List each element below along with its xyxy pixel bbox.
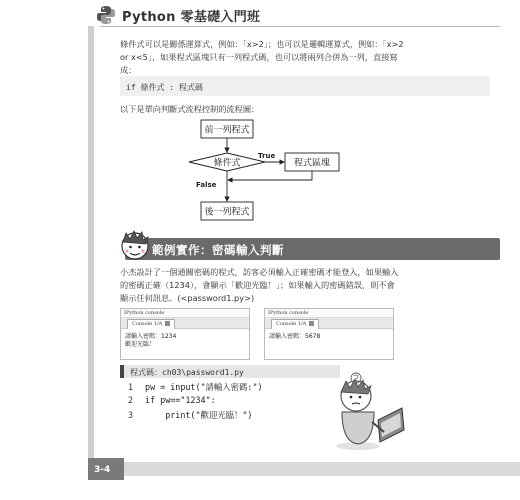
program-line bbox=[128, 395, 216, 405]
console-tab-label: Console 1/A bbox=[276, 321, 307, 327]
console-tab[interactable] bbox=[271, 319, 319, 329]
python-logo-icon bbox=[96, 5, 116, 25]
line-number: 3 bbox=[128, 410, 134, 420]
code-text: if pw=="1234": bbox=[145, 395, 216, 405]
console-tabbar bbox=[265, 318, 393, 329]
flowchart-true-label: True bbox=[258, 152, 276, 160]
console-output-line: 請輸入密碼：1234 bbox=[125, 333, 177, 340]
example-line-2: 的密碼正確（1234），會顯示「歡迎光臨！」；如果輸入的密碼錯誤，則不會 bbox=[120, 280, 395, 290]
intro-line-1: 條件式可以是關係運算式，例如：「x>2」；也可以是邏輯運算式，例如：「x>2 bbox=[120, 39, 404, 49]
program-line bbox=[128, 381, 263, 393]
confused-boy-laptop-illustration bbox=[328, 372, 408, 452]
page-side-rail bbox=[88, 26, 94, 462]
line-number: 1 bbox=[128, 382, 134, 392]
flowchart-arrow-merge bbox=[228, 171, 312, 180]
flowchart-top-label: 前一列程式 bbox=[204, 125, 250, 136]
syntax-code: if 條件式 : 程式碼 bbox=[120, 76, 490, 96]
console-output-line: 請輸入密碼：5678 bbox=[269, 333, 321, 340]
intro-line-3: 成： bbox=[120, 65, 137, 75]
header-divider bbox=[100, 26, 500, 27]
console-output bbox=[265, 329, 393, 345]
example-line-1: 小杰設計了一個通關密碼的程式，訪客必須輸入正確密碼才能登入，如果輸入 bbox=[120, 267, 399, 277]
intro-line-2: or x<5」，如果程式區塊只有一列程式碼，也可以將兩列合併為一列，直接寫 bbox=[120, 52, 398, 62]
console-output-line: 歡迎光臨！ bbox=[125, 341, 156, 348]
console-tab-label: Console 1/A bbox=[132, 321, 163, 327]
code-text: print("歡迎光臨！") bbox=[145, 410, 253, 420]
example-line-3: 顯示任何訊息。(<password1.py>) bbox=[120, 293, 255, 303]
flow-intro: 以下是單向判斷式流程控制的流程圖： bbox=[120, 104, 260, 114]
footer-strip bbox=[88, 462, 520, 476]
flowchart-false-label: False bbox=[196, 181, 217, 189]
flowchart-bottom-label: 後一列程式 bbox=[204, 207, 250, 218]
console-tab[interactable] bbox=[127, 319, 175, 329]
console-panel-correct bbox=[120, 308, 250, 360]
close-icon[interactable] bbox=[165, 321, 170, 326]
code-text: pw = input("請輸入密碼:") bbox=[145, 382, 263, 392]
header-title: Python 零基礎入門班 bbox=[122, 10, 261, 25]
flowchart-block-label: 程式區塊 bbox=[293, 158, 331, 169]
page-number: 3-4 bbox=[94, 465, 111, 475]
flowchart-decision-label: 條件式 bbox=[213, 158, 241, 169]
close-icon[interactable] bbox=[309, 321, 314, 326]
program-line bbox=[128, 409, 252, 421]
section-title: 範例實作：密碼輸入判斷 bbox=[152, 243, 284, 257]
boy-mascot-icon bbox=[117, 228, 153, 264]
program-header: 程式碼：ch03\password1.py bbox=[120, 365, 340, 378]
console-panel-wrong bbox=[264, 308, 394, 360]
console-output bbox=[121, 329, 249, 353]
console-tabbar bbox=[121, 318, 249, 329]
flowchart-diagram bbox=[176, 118, 376, 222]
line-number: 2 bbox=[128, 395, 134, 405]
console-header: IPython console bbox=[265, 309, 393, 318]
console-header: IPython console bbox=[121, 309, 249, 318]
